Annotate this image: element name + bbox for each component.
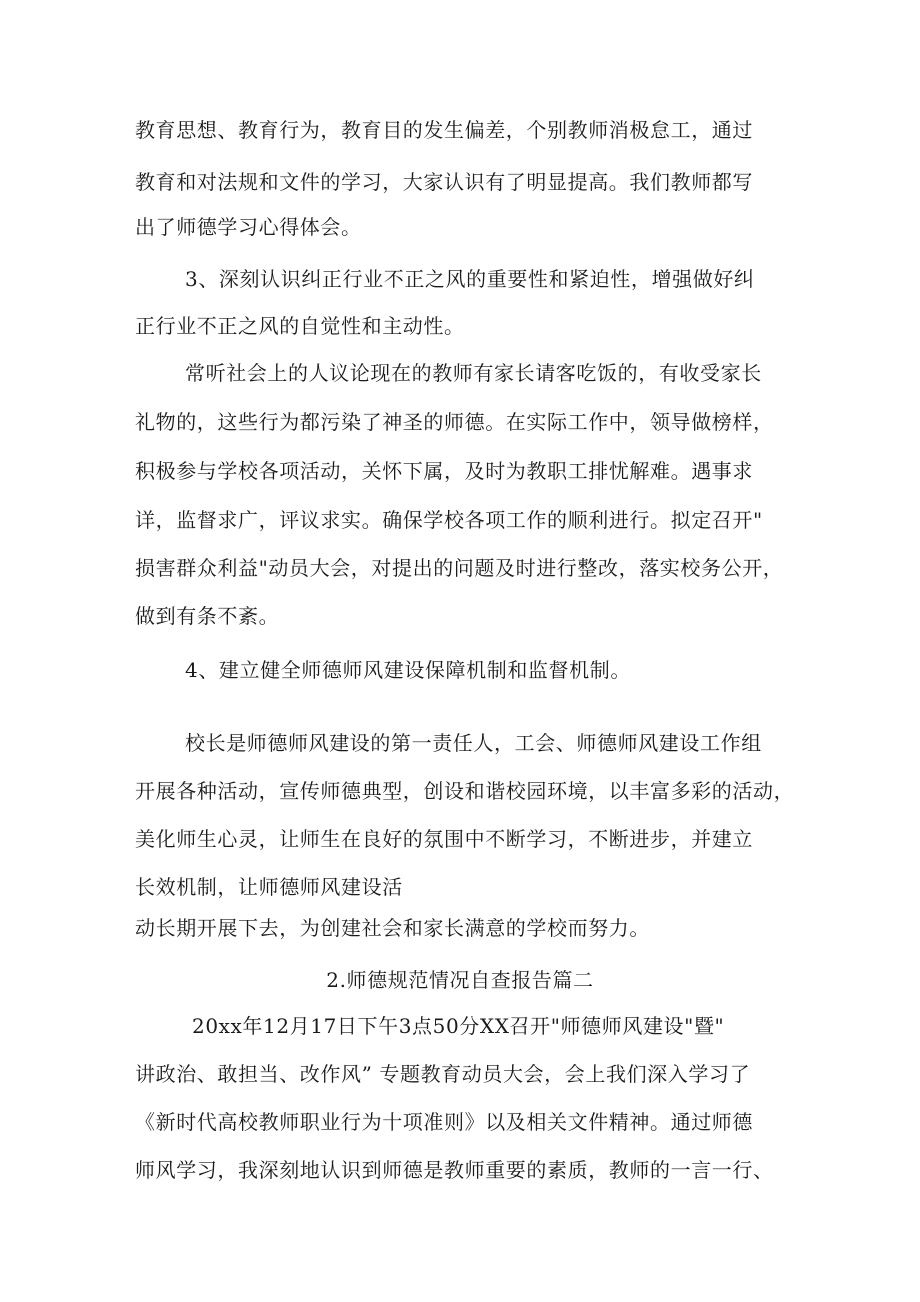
text-line: 礼物的，这些行为都污染了神圣的师德。在实际工作中，领导做榜样， <box>135 410 774 434</box>
text-line: 做到有条不紊。 <box>135 604 280 628</box>
text-line: 出了师德学习心得体会。 <box>135 215 362 239</box>
text-line: 教育和对法规和文件的学习，大家认识有了明显提高。我们教师都写 <box>135 170 753 194</box>
text-line: 师风学习，我深刻地认识到师德是教师重要的素质，教师的一言一行、 <box>135 1158 774 1182</box>
section-heading-4: 4、建立健全师德师风建设保障机制和监督机制。 <box>185 658 631 682</box>
paragraph-start: 常听社会上的人议论现在的教师有家长请客吃饭的，有收受家长 <box>185 361 762 385</box>
text-line: 开展各种活动，宣传师德典型，创设和谐校园环境，以丰富多彩的活动， <box>135 779 795 803</box>
text-line: 讲政治、敢担当、改作风” 专题教育动员大会，会上我们深入学习了 <box>135 1062 751 1086</box>
text-line: 详，监督求广，评议求实。确保学校各项工作的顺利进行。拟定召开" <box>135 508 763 532</box>
text-line: 美化师生心灵，让师生在良好的氛围中不断学习，不断进步，并建立 <box>135 827 753 851</box>
paragraph-start: 校长是师德师风建设的第一责任人，工会、师德师风建设工作组 <box>185 731 762 755</box>
text-line: 长效机制，让师德师风建设活 <box>135 875 403 899</box>
text-line: 动长期开展下去，为创建社会和家长满意的学校而努力。 <box>135 916 650 940</box>
text-line: 正行业不正之风的自觉性和主动性。 <box>135 314 465 338</box>
text-line: 损害群众利益"动员大会，对提出的问题及时进行整改，落实校务公开， <box>135 556 784 580</box>
text-line: 教育思想、教育行为，教育目的发生偏差，个别教师消极怠工，通过 <box>135 118 753 142</box>
section-heading-3: 3、深刻认识纠正行业不正之风的重要性和紧迫性，增强做好纠 <box>185 267 755 291</box>
text-line: 《新时代高校教师职业行为十项准则》以及相关文件精神。通过师德 <box>135 1110 753 1134</box>
paragraph-start: 20xx年12月17日下午3点50分XX召开"师德师风建设"暨" <box>192 1014 725 1038</box>
section-title: 2.师德规范情况自查报告篇二 <box>326 968 594 992</box>
text-line: 积极参与学校各项活动，关怀下属，及时为教职工排忧解难。遇事求 <box>135 459 753 483</box>
